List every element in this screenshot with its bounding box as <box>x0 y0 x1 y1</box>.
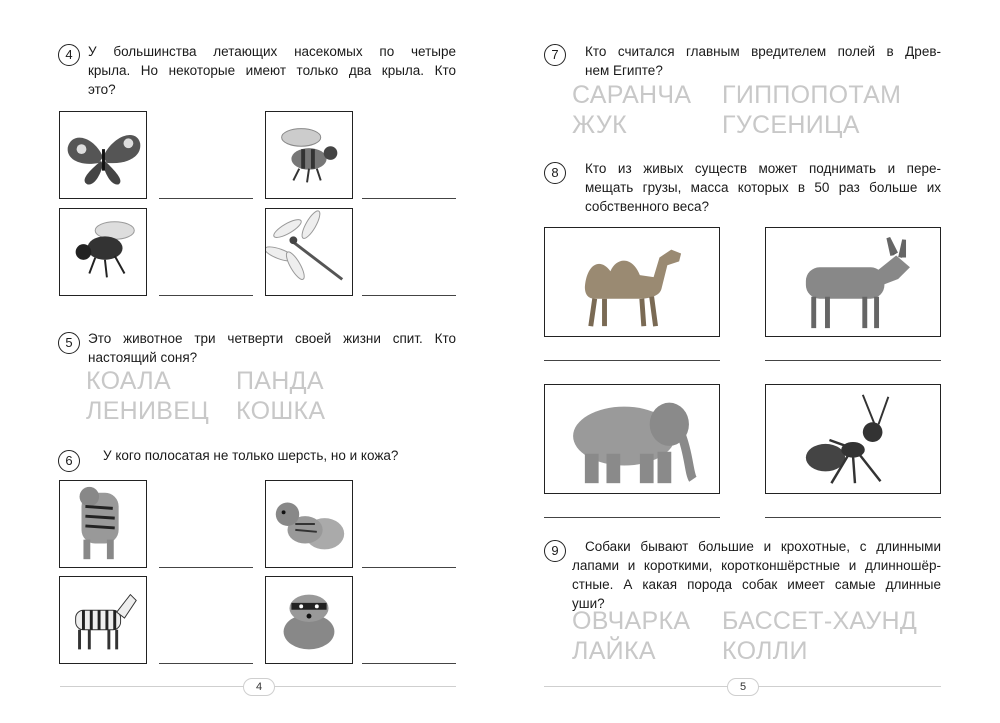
answer-option-koala[interactable]: КОАЛА <box>86 367 171 395</box>
question-8-text: Кто из живых существ может поднимать и пере- мещать грузы, масса которых в 50 раз больше их собственного веса? <box>585 161 941 214</box>
answer-option-panda[interactable]: ПАНДА <box>236 367 324 395</box>
answer-option-beetle[interactable]: ЖУК <box>572 111 627 139</box>
answer-line[interactable] <box>362 198 456 199</box>
question-6-number: 6 <box>58 450 80 472</box>
answer-line[interactable] <box>544 360 720 361</box>
fly-icon <box>60 209 146 295</box>
tiger-image <box>59 480 147 568</box>
raccoon-icon <box>266 577 352 663</box>
answer-option-locust[interactable]: САРАНЧА <box>572 81 692 109</box>
elephant-icon <box>545 385 719 493</box>
elephant-image <box>544 384 720 494</box>
answer-option-sloth[interactable]: ЛЕНИВЕЦ <box>86 397 210 425</box>
answer-option-hippo[interactable]: ГИППОПОТАМ <box>722 81 902 109</box>
answer-line[interactable] <box>159 567 253 568</box>
answer-line[interactable] <box>362 663 456 664</box>
zebra-icon <box>60 577 146 663</box>
page-number-left: 4 <box>243 678 275 696</box>
raccoon-image <box>265 576 353 664</box>
donkey-image <box>765 227 941 337</box>
answer-line[interactable] <box>159 295 253 296</box>
answer-option-caterpillar[interactable]: ГУСЕНИЦА <box>722 111 860 139</box>
butterfly-icon <box>60 112 146 198</box>
bee-icon <box>266 112 352 198</box>
question-7-number: 7 <box>544 44 566 66</box>
bee-image <box>265 111 353 199</box>
question-8-number: 8 <box>544 162 566 184</box>
question-9-number: 9 <box>544 540 566 562</box>
ant-icon <box>766 385 940 493</box>
answer-line[interactable] <box>362 295 456 296</box>
question-4-text: У большинства летающих насекомых по четыре крыла. Но некоторые имеют только два крыла. Кто это? <box>88 44 456 97</box>
question-4-number: 4 <box>58 44 80 66</box>
answer-option-shepherd[interactable]: ОВЧАРКА <box>572 607 691 635</box>
camel-image <box>544 227 720 337</box>
answer-option-basset[interactable]: БАССЕТ-ХАУНД <box>722 607 918 635</box>
answer-line[interactable] <box>159 663 253 664</box>
donkey-icon <box>766 228 940 336</box>
fly-image <box>59 208 147 296</box>
tiger-icon <box>60 481 146 567</box>
zebra-image <box>59 576 147 664</box>
question-6-text: У кого полосатая не только шерсть, но и кожа? <box>103 448 399 463</box>
question-5-number: 5 <box>58 332 80 354</box>
answer-option-cat[interactable]: КОШКА <box>236 397 326 425</box>
answer-option-laika[interactable]: ЛАЙКА <box>572 637 656 665</box>
question-9-text: Собаки бывают большие и крохотные, с длинными лапами и короткими, коротконшёрстные и длинношёр- стные. А какая порода собак имеет самые длинные уши? <box>572 539 941 611</box>
butterfly-image <box>59 111 147 199</box>
chipmunk-icon <box>266 481 352 567</box>
question-7-text: Кто считался главным вредителем полей в Древ- нем Египте? <box>585 44 941 78</box>
answer-line[interactable] <box>159 198 253 199</box>
answer-line[interactable] <box>544 517 720 518</box>
camel-icon <box>545 228 719 336</box>
dragonfly-image <box>265 208 353 296</box>
answer-line[interactable] <box>362 567 456 568</box>
answer-line[interactable] <box>765 360 941 361</box>
question-5-text: Это животное три четверти своей жизни спит. Кто настоящий соня? <box>88 331 456 365</box>
ant-image <box>765 384 941 494</box>
answer-option-collie[interactable]: КОЛЛИ <box>722 637 808 665</box>
answer-line[interactable] <box>765 517 941 518</box>
dragonfly-icon <box>266 209 352 295</box>
page-number-right: 5 <box>727 678 759 696</box>
chipmunk-image <box>265 480 353 568</box>
